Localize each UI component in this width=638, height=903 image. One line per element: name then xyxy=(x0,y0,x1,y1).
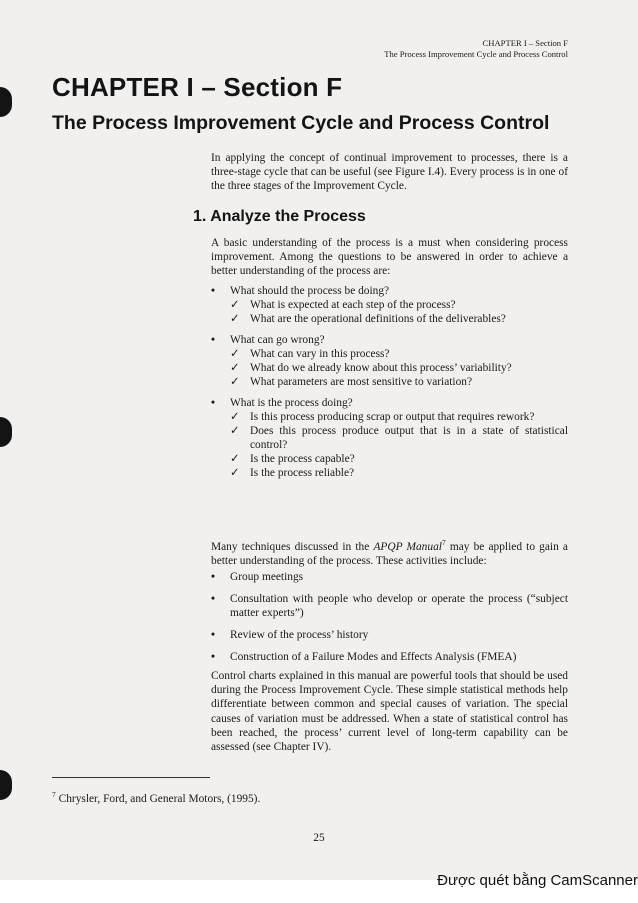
sub-question xyxy=(230,424,568,452)
punch-hole xyxy=(0,417,12,447)
checkmark-icon: ✓ xyxy=(230,425,240,437)
sub-question xyxy=(230,452,568,466)
checkmark-icon: ✓ xyxy=(230,467,240,479)
activity-bullet xyxy=(211,592,568,620)
question-text: What should the process be doing? xyxy=(230,285,390,297)
techniques-paragraph xyxy=(211,536,568,568)
activity-text: Review of the process’ history xyxy=(230,629,369,641)
sub-question xyxy=(230,312,568,326)
bullet-icon: • xyxy=(211,651,215,663)
bullet-icon: • xyxy=(211,397,215,409)
checkmark-icon: ✓ xyxy=(230,411,240,423)
running-header-title: The Process Improvement Cycle and Process Control xyxy=(384,49,568,59)
bullet-icon: • xyxy=(211,593,215,605)
sub-question xyxy=(230,361,568,375)
sub-question xyxy=(230,347,568,361)
question-text: What is the process doing? xyxy=(230,397,353,409)
apqp-manual-title: APQP Manual xyxy=(373,540,442,553)
sub-question-text: What do we already know about this process’ variability? xyxy=(250,362,512,374)
section-intro-paragraph: A basic understanding of the process is a must when considering process improvement. Among the questions to be answered in order to achieve a better understanding of the process are: xyxy=(211,237,568,278)
footnote xyxy=(52,790,260,805)
checkmark-icon: ✓ xyxy=(230,453,240,465)
punch-hole xyxy=(0,770,12,800)
section-heading: 1. Analyze the Process xyxy=(193,208,366,225)
question-bullet xyxy=(211,333,568,347)
activity-bullet xyxy=(211,650,568,664)
control-charts-paragraph: Control charts explained in this manual are powerful tools that should be used during the Process Improvement Cycle. These simple statistical methods help differentiate between common and special causes of variation. The special causes of variation must be addressed. When a state of statistical control has been reached, the process’ current level of long-term capability can be assessed (see Chapter IV). xyxy=(211,670,568,754)
bullet-icon: • xyxy=(211,629,215,641)
chapter-heading: CHAPTER I – Section F xyxy=(52,72,343,102)
sub-question xyxy=(230,410,568,424)
sub-question xyxy=(230,466,568,480)
scanner-watermark: Được quét bằng CamScanner xyxy=(437,872,638,889)
running-header-chapter: CHAPTER I – Section F xyxy=(482,38,568,48)
footnote-number: 7 xyxy=(52,790,56,799)
sub-question-text: What are the operational definitions of the deliverables? xyxy=(250,313,506,325)
sub-question-text: What can vary in this process? xyxy=(250,348,390,360)
checkmark-icon: ✓ xyxy=(230,376,240,388)
footnote-divider xyxy=(52,777,210,778)
bullet-icon: • xyxy=(211,334,215,346)
activity-bullet xyxy=(211,570,568,584)
intro-paragraph: In applying the concept of continual improvement to processes, there is a three-stage cycle that can be useful (see Figure I.4). Every process is in one of the three stages of the Improvement Cycle. xyxy=(211,152,568,193)
checkmark-icon: ✓ xyxy=(230,362,240,374)
footnote-ref: 7 xyxy=(441,538,446,547)
sub-question-text: What parameters are most sensitive to variation? xyxy=(250,376,473,388)
checkmark-icon: ✓ xyxy=(230,348,240,360)
question-text: What can go wrong? xyxy=(230,334,325,346)
sub-question-text: What is expected at each step of the process? xyxy=(250,299,456,311)
running-header xyxy=(384,38,568,60)
sub-question xyxy=(230,298,568,312)
page-number: 25 xyxy=(313,832,325,844)
footnote-text: Chrysler, Ford, and General Motors, (1995). xyxy=(58,792,261,805)
sub-question-text: Is the process capable? xyxy=(250,453,355,465)
sub-question-text: Is this process producing scrap or output that requires rework? xyxy=(250,411,535,423)
checkmark-icon: ✓ xyxy=(230,299,240,311)
sub-question-text: Does this process produce output that is in a state of statistical control? xyxy=(250,425,568,452)
question-bullet xyxy=(211,396,568,410)
sub-question-text: Is the process reliable? xyxy=(250,467,355,479)
activity-text: Group meetings xyxy=(230,571,304,583)
punch-hole xyxy=(0,87,12,117)
sub-question xyxy=(230,375,568,389)
techniques-text-after: may be applied to gain a better understanding of the process. These activities include: xyxy=(211,540,568,567)
activity-bullet xyxy=(211,628,568,642)
checkmark-icon: ✓ xyxy=(230,313,240,325)
question-bullet xyxy=(211,284,568,298)
bullet-icon: • xyxy=(211,571,215,583)
page-title: The Process Improvement Cycle and Process Control xyxy=(52,112,550,134)
activity-text: Consultation with people who develop or operate the process (“subject matter experts”) xyxy=(230,593,568,620)
techniques-text-before: Many techniques discussed in the xyxy=(211,540,374,553)
activity-text: Construction of a Failure Modes and Effects Analysis (FMEA) xyxy=(230,651,517,663)
bullet-icon: • xyxy=(211,285,215,297)
